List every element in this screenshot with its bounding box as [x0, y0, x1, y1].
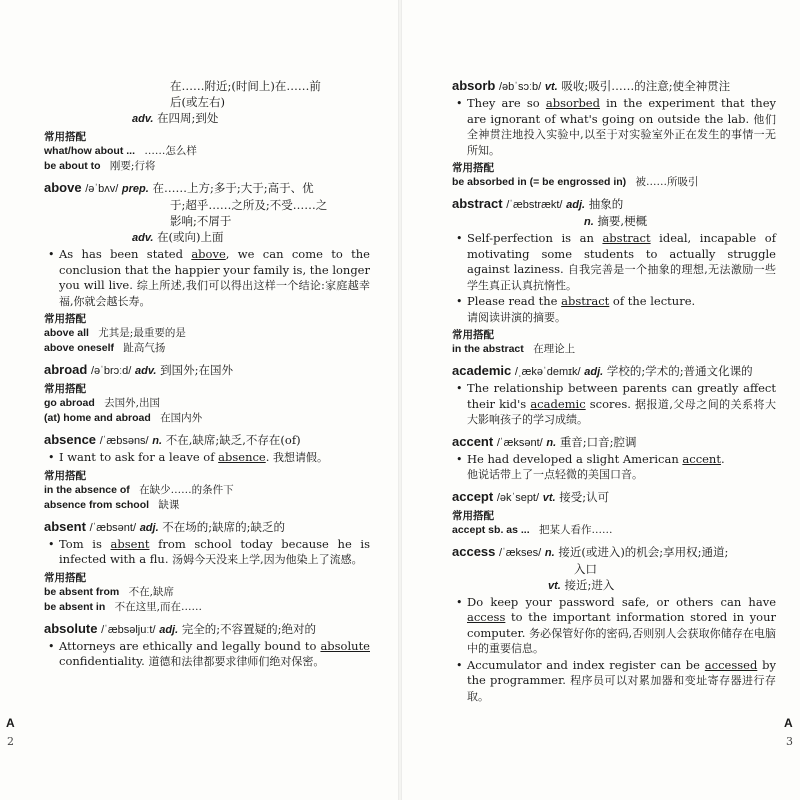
- pronunciation: /ˈækses/: [499, 546, 542, 559]
- bullet-icon: •: [456, 295, 463, 308]
- entry-absent: [44, 519, 370, 615]
- entry-absolute: [44, 621, 370, 670]
- collocation-phrase: absence from school: [44, 498, 150, 511]
- headword-line: [452, 196, 776, 213]
- part-of-speech: n.: [584, 216, 594, 228]
- section-letter: A: [6, 716, 15, 730]
- collocation-row: [452, 523, 776, 538]
- headword-line: [44, 362, 370, 379]
- collocation-row: [44, 341, 370, 356]
- headword: above: [44, 180, 82, 195]
- collocation-meaning: 尤其是;最重要的是: [98, 327, 186, 339]
- example-translation: 我想请假。: [273, 451, 329, 464]
- entry-above: [44, 180, 370, 356]
- collocation-heading: 常用搭配: [44, 571, 86, 584]
- collocation-phrase: accept sb. as ...: [452, 523, 530, 536]
- collocation-meaning: 在理论上: [533, 343, 576, 355]
- headword: absent: [44, 518, 86, 534]
- bullet-icon: •: [456, 232, 463, 245]
- collocation-meaning: 不在,缺席: [128, 585, 174, 598]
- example-text: Please read the: [467, 294, 562, 308]
- example-translation: 请阅读讲演的摘要。: [467, 310, 566, 324]
- collocation-meaning: 缺课: [158, 498, 180, 511]
- definition-line: [452, 577, 776, 594]
- left-column: [44, 78, 370, 673]
- part-of-speech: adv.: [135, 365, 157, 377]
- bullet-icon: •: [48, 248, 55, 261]
- part-of-speech: adv.: [132, 113, 154, 125]
- example-sentence: [452, 595, 776, 657]
- example-translation: 道德和法律都要求律师们绝对保密。: [148, 655, 325, 668]
- example-text: .: [720, 451, 725, 466]
- section-letter: A: [784, 716, 793, 730]
- example-translation: 他说话带上了一点轻微的美国口音。: [467, 468, 643, 481]
- keyword: abstract: [602, 231, 651, 245]
- collocation-heading: 常用搭配: [44, 383, 86, 395]
- entry-access: [452, 544, 776, 705]
- collocation-row: [44, 498, 370, 513]
- collocation-heading: 常用搭配: [452, 162, 494, 174]
- example-translation: 据报道,父母之间的关系将大大影响孩子的学习成绩。: [467, 397, 776, 426]
- keyword: absorbed: [545, 96, 600, 110]
- pronunciation: /ˈæbstrækt/: [506, 199, 563, 211]
- example-sentence: [452, 658, 776, 705]
- collocation-phrase: be absent in: [44, 600, 106, 613]
- collocation-heading: 常用搭配: [44, 131, 86, 143]
- pronunciation: /ˈæksənt/: [496, 436, 543, 449]
- part-of-speech: n.: [152, 435, 163, 447]
- keyword: accent: [682, 451, 721, 466]
- right-column: [452, 78, 776, 707]
- example-text: to the important information stored in your computer.: [467, 610, 776, 640]
- collocation-meaning: 被……所吸引: [635, 176, 699, 188]
- definition: 吸收;吸引……的注意;使全神贯注: [561, 79, 731, 93]
- headword-line: [452, 489, 776, 506]
- example-text: .: [265, 450, 274, 464]
- definition: 在四周;到处: [157, 111, 219, 125]
- part-of-speech: adj.: [566, 199, 586, 211]
- keyword: above: [191, 247, 226, 261]
- collocation-phrase: in the abstract: [452, 343, 524, 355]
- collocation-row: [452, 175, 776, 190]
- example-text: As has been stated: [59, 247, 192, 261]
- example-translation: 汤姆今天没来上学,因为他染上了流感。: [172, 553, 363, 566]
- entry-abroad: [44, 362, 370, 426]
- collocation-row: [44, 159, 370, 174]
- part-of-speech: n.: [546, 436, 557, 449]
- keyword: absence: [218, 450, 266, 464]
- entry-abstract: [452, 196, 776, 357]
- bullet-icon: •: [456, 658, 463, 672]
- bullet-icon: •: [456, 382, 463, 395]
- headword: accent: [452, 433, 494, 449]
- example-text: by the programmer.: [467, 657, 776, 687]
- headword: absolute: [44, 620, 98, 636]
- keyword: absent: [110, 536, 150, 551]
- example-sentence: [44, 450, 370, 466]
- collocation-phrase: in the absence of: [44, 483, 130, 496]
- definition: 在(或向)上面: [157, 230, 224, 244]
- definition-line: 于;超乎……之所及;不受……之: [170, 198, 328, 212]
- entry-academic: [452, 363, 776, 428]
- definition-line: [44, 110, 370, 127]
- example-text: Do keep your password safe, or others can have: [467, 594, 776, 609]
- collocation-row: [44, 144, 370, 159]
- pronunciation: /ˈæbsəns/: [99, 435, 149, 447]
- collocation-row: [452, 342, 776, 357]
- example-translation: 他们全神贯注地投入实验中,以至于对实验室外正在发生的事情一无所知。: [467, 112, 776, 157]
- example-sentence: [452, 231, 776, 293]
- definition: 不在场的;缺席的;缺乏的: [162, 519, 286, 534]
- example-text: Accumulator and index register can be: [467, 657, 705, 672]
- collocation-meaning: 不在这里,而在……: [114, 600, 202, 613]
- bullet-icon: •: [456, 595, 463, 609]
- collocation-phrase: what/how about ...: [44, 145, 135, 157]
- definition: 接近;进入: [564, 577, 615, 592]
- headword-line: [452, 363, 776, 380]
- definition: 完全的;不容置疑的;绝对的: [181, 621, 317, 636]
- entry-absence: [44, 432, 370, 513]
- collocation-heading: 常用搭配: [44, 313, 86, 325]
- pronunciation: /ˈæbsəljuːt/: [101, 623, 156, 636]
- definition: 不在,缺席;缺乏,不存在(of): [165, 433, 301, 447]
- example-sentence: [452, 294, 776, 325]
- pronunciation: /əkˈsept/: [496, 491, 540, 504]
- definition: 接近(或进入)的机会;享用权;通道;: [558, 544, 729, 559]
- part-of-speech: n.: [544, 546, 555, 559]
- part-of-speech: adv.: [132, 232, 154, 244]
- example-text: Attorneys are ethically and legally bound to: [59, 638, 321, 653]
- example-translation: 自我完善是一个抽象的理想,无法激励一些学生真正认真抗惰性。: [467, 263, 777, 292]
- collocation-meaning: 趾高气扬: [123, 342, 166, 354]
- collocation-meaning: 在国内外: [160, 412, 203, 424]
- example-text: confidentiality.: [59, 654, 149, 668]
- collocation-phrase: above all: [44, 327, 89, 339]
- example-translation: 综上所述,我们可以得出这样一个结论:家庭越幸福,你就会越长寿。: [59, 279, 370, 308]
- example-text: They are so: [467, 96, 546, 110]
- collocation-meaning: ……怎么样: [144, 145, 197, 157]
- pronunciation: /ˈæbsənt/: [89, 521, 137, 534]
- example-sentence: [44, 247, 370, 309]
- collocation-phrase: (at) home and abroad: [44, 412, 151, 424]
- collocation-phrase: be absent from: [44, 585, 120, 598]
- part-of-speech: prep.: [121, 183, 149, 195]
- collocation-row: [44, 600, 370, 615]
- definition: 接受;认可: [559, 489, 610, 504]
- example-sentence: [452, 381, 776, 428]
- example-text: The relationship between parents can greatly affect their kid's: [467, 381, 776, 411]
- headword-line: [44, 621, 370, 638]
- pronunciation: /ˌækəˈdemɪk/: [514, 366, 581, 378]
- headword: abstract: [452, 196, 503, 211]
- bullet-icon: •: [456, 452, 463, 466]
- definition-line: 后(或左右): [170, 95, 225, 109]
- bullet-icon: •: [456, 97, 463, 110]
- pronunciation: /əˈbʌv/: [85, 183, 119, 195]
- collocation-phrase: be absorbed in (= be engrossed in): [452, 176, 627, 188]
- pronunciation: /əˈbrɔːd/: [91, 365, 132, 377]
- part-of-speech: adj.: [584, 366, 604, 378]
- definition-line: 在……附近;(时间上)在……前: [170, 79, 321, 93]
- page-number: 2: [7, 735, 14, 748]
- part-of-speech: vt.: [544, 81, 558, 93]
- collocation-heading: 常用搭配: [44, 469, 86, 482]
- entry-about-continued: [44, 78, 370, 174]
- keyword: academic: [530, 396, 586, 411]
- collocation-heading: 常用搭配: [452, 329, 494, 341]
- headword: absorb: [452, 78, 496, 93]
- definition-line: 入口: [574, 561, 597, 576]
- part-of-speech: adj.: [139, 521, 159, 534]
- example-translation: 程序员可以对累加器和变址寄存器进行存取。: [467, 674, 776, 703]
- headword: absence: [44, 432, 97, 447]
- example-text: scores.: [585, 396, 636, 411]
- keyword: accessed: [704, 657, 758, 672]
- collocation-meaning: 把某人看作……: [538, 523, 613, 536]
- collocation-row: [44, 411, 370, 426]
- bullet-icon: •: [48, 451, 55, 464]
- collocation-heading: 常用搭配: [452, 509, 494, 522]
- definition: 在……上方;多于;大于;高于、优: [152, 181, 314, 195]
- definition: 学校的;学术的;普通文化课的: [606, 364, 753, 378]
- headword: accept: [452, 488, 494, 504]
- definition: 摘要,梗概: [597, 214, 648, 228]
- example-text: He had developed a slight American: [467, 451, 683, 466]
- keyword: access: [467, 610, 506, 624]
- collocation-row: [44, 326, 370, 341]
- headword-line: [452, 434, 776, 451]
- example-sentence: [44, 639, 370, 670]
- example-sentence: [452, 452, 776, 483]
- definition-line: [452, 213, 776, 230]
- keyword: abstract: [561, 294, 610, 308]
- collocation-meaning: 去国外,出国: [104, 397, 160, 409]
- collocation-phrase: be about to: [44, 160, 101, 172]
- example-text: in the experiment that they are ignorant of what's going on outside the lab.: [467, 96, 776, 126]
- headword-line: [452, 544, 776, 561]
- part-of-speech: vt.: [542, 491, 556, 504]
- collocation-meaning: 刚要;行将: [109, 160, 156, 172]
- headword-line: [452, 78, 776, 95]
- headword: academic: [452, 363, 512, 378]
- collocation-phrase: above oneself: [44, 342, 115, 354]
- headword-line: [44, 432, 370, 449]
- example-text: , we can come to the conclusion that the happier your family is, the longer you will live.: [59, 247, 370, 292]
- headword-line: [44, 180, 370, 197]
- entry-absorb: [452, 78, 776, 190]
- bullet-icon: •: [48, 537, 55, 551]
- right-page: [402, 0, 800, 800]
- pronunciation: /əbˈsɔːb/: [499, 81, 542, 93]
- example-text: of the lecture.: [609, 294, 696, 308]
- part-of-speech: adj.: [159, 623, 179, 636]
- collocation-meaning: 在缺少……的条件下: [139, 483, 234, 496]
- collocation-row: [44, 396, 370, 411]
- example-text: Self-perfection is an: [467, 231, 603, 245]
- collocation-phrase: go abroad: [44, 397, 95, 409]
- example-translation: 务必保管好你的密码,否则别人会获取你储存在电脑中的重要信息。: [467, 626, 776, 655]
- collocation-row: [44, 585, 370, 600]
- definition: 重音;口音;腔调: [559, 434, 637, 449]
- headword: abroad: [44, 362, 88, 377]
- example-sentence: [44, 537, 370, 568]
- headword: access: [452, 543, 496, 559]
- entry-accent: [452, 434, 776, 483]
- page-number: 3: [786, 735, 793, 748]
- keyword: absolute: [320, 638, 370, 653]
- bullet-icon: •: [48, 639, 55, 653]
- collocation-row: [44, 483, 370, 498]
- part-of-speech: vt.: [548, 579, 561, 592]
- entry-accept: [452, 489, 776, 538]
- definition-line: [44, 229, 370, 246]
- example-sentence: [452, 96, 776, 158]
- example-text: from school today because he is infected with a flu.: [59, 536, 370, 566]
- definition: 抽象的: [588, 197, 624, 211]
- example-text: Tom is: [59, 536, 111, 551]
- definition: 到国外;在国外: [160, 363, 233, 377]
- headword-line: [44, 519, 370, 536]
- left-page: [0, 0, 398, 800]
- example-text: I want to ask for a leave of: [59, 450, 219, 464]
- definition-line: 影响;不屑于: [170, 214, 232, 228]
- example-text: ideal, incapable of motivating some students to actually struggle against laziness.: [467, 231, 776, 276]
